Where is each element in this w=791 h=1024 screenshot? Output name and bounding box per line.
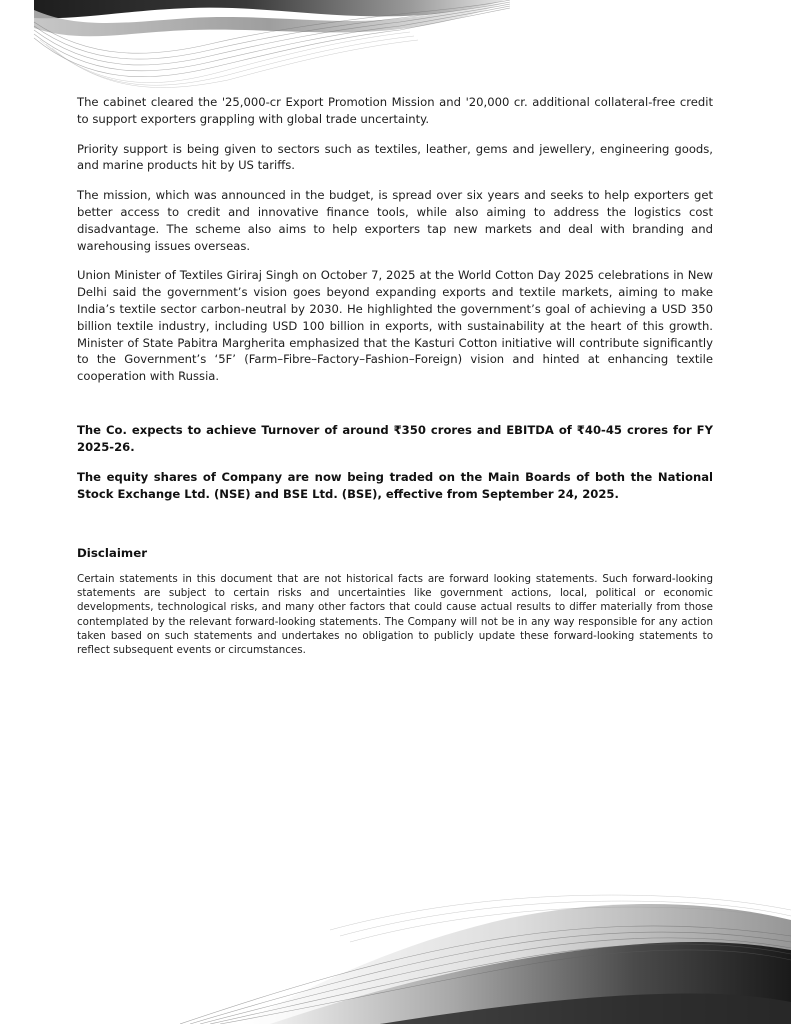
document-body <box>77 94 713 657</box>
disclaimer-text: Certain statements in this document that are not historical facts are forward looking statements. Such forward-looking statements are subject to certain risks and uncertainties like government actions, local, political or economic developments, technological risks, and many other factors that could cause actual results to differ materially from those contemplated by the relevant forward-looking statements. The Company will not be in any way responsible for any action taken based on such statements and undertakes no obligation to publicly update these forward-looking statements to reflect subsequent events or circumstances. <box>77 572 713 656</box>
highlight-listing: The equity shares of Company are now being traded on the Main Boards of both the National Stock Exchange Ltd. (NSE) and BSE Ltd. (BSE), effective from September 24, 2025. <box>77 469 713 501</box>
paragraph-priority-support: Priority support is being given to sectors such as textiles, leather, gems and jewellery, engineering goods, and marine products hit by US tariffs. <box>77 141 713 173</box>
bottom-wave-decoration <box>180 890 791 1024</box>
disclaimer-section <box>77 546 713 657</box>
highlight-turnover: The Co. expects to achieve Turnover of around ₹350 crores and EBITDA of ₹40-45 crores for FY 2025-26. <box>77 422 713 454</box>
highlights-section <box>77 422 713 503</box>
paragraph-textiles-minister: Union Minister of Textiles Giriraj Singh on October 7, 2025 at the World Cotton Day 2025 celebrations in New Delhi said the government’s vision goes beyond expanding exports and textile markets, aiming to make India’s textile sector carbon-neutral by 2030. He highlighted the government’s goal of achieving a USD 350 billion textile industry, including USD 100 billion in exports, with sustainability at the heart of this growth. Minister of State Pabitra Margherita emphasized that the Kasturi Cotton initiative will contribute significantly to the Government’s ‘5F’ (Farm–Fibre–Factory–Fashion–Foreign) vision and hinted at enhancing textile cooperation with Russia. <box>77 268 713 384</box>
paragraph-mission-details: The mission, which was announced in the budget, is spread over six years and seeks to help exporters get better access to credit and innovative finance tools, while also aiming to address the logistics cost disadvantage. The scheme also aims to help exporters tap new markets and deal with branding and warehousing issues overseas. <box>77 188 713 253</box>
top-wave-decoration <box>0 0 560 95</box>
disclaimer-heading: Disclaimer <box>77 545 148 560</box>
paragraph-export-mission: The cabinet cleared the '25,000-cr Export Promotion Mission and '20,000 cr. additional collateral-free credit to support exporters grappling with global trade uncertainty. <box>77 95 713 126</box>
